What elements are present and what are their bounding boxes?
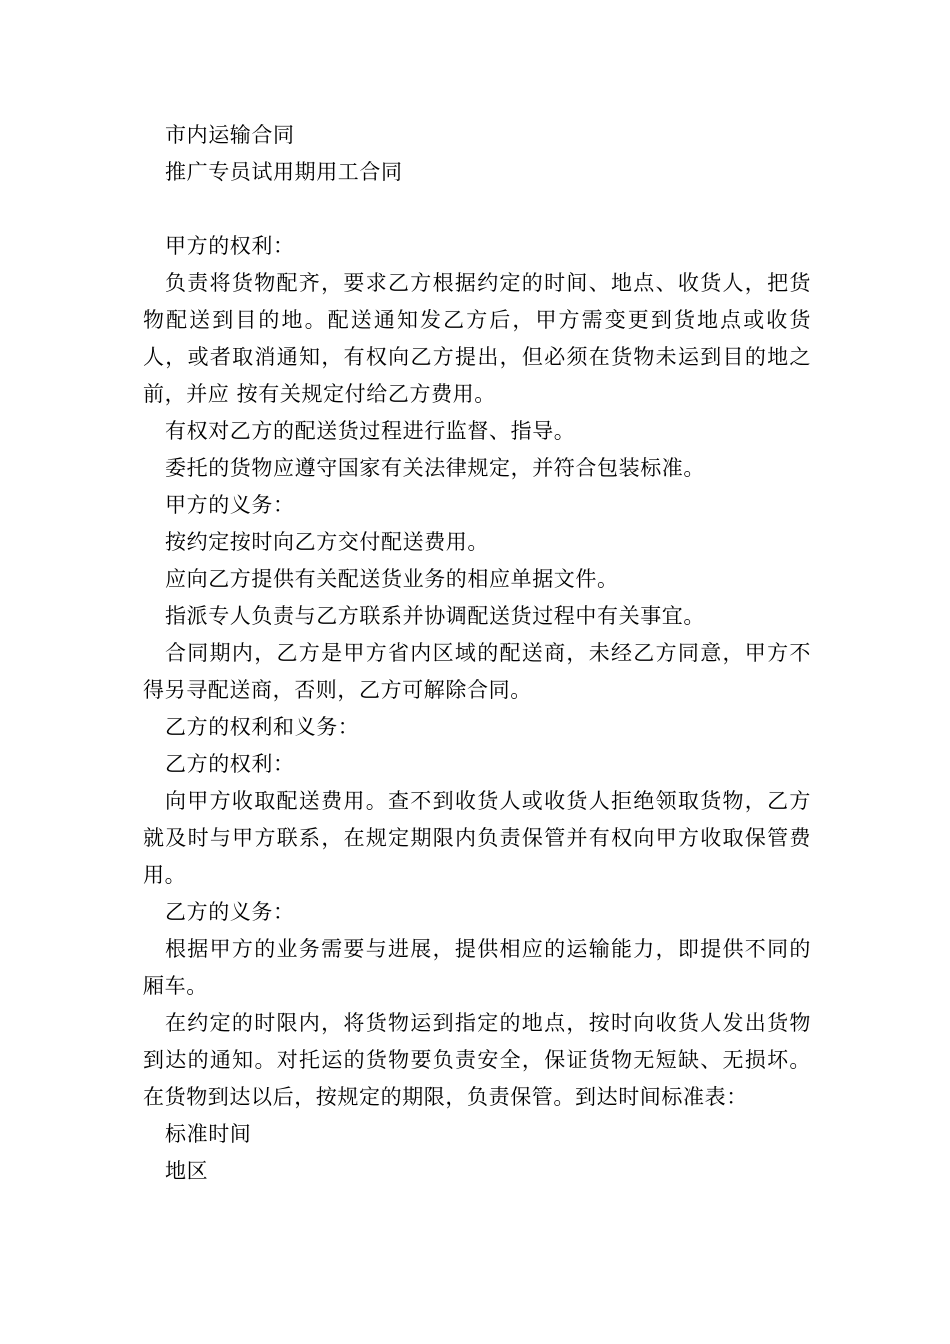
paragraph: 指派专人负责与乙方联系并协调配送货过程中有关事宜。 xyxy=(165,604,705,628)
table-label: 标准时间 xyxy=(165,1122,252,1146)
paragraph: 委托的货物应遵守国家有关法律规定，并符合包装标准。 xyxy=(165,456,705,480)
section-heading: 乙方的权利和义务： xyxy=(165,715,360,739)
section-heading: 甲方的义务： xyxy=(165,493,295,517)
section-heading: 甲方的权利： xyxy=(165,234,295,258)
paragraph: 负责将货物配齐，要求乙方根据约定的时间、地点、收货人，把货物配送到目的地。配送通知发乙方后，甲方需变更到货地点或收货人，或者取消通知，有权向乙方提出，但必须在货物未运到目的地之前，并应 按有关规定付给乙方费用。 xyxy=(143,271,811,406)
document-title: 市内运输合同 xyxy=(165,123,295,147)
section-heading: 乙方的义务： xyxy=(165,900,295,924)
paragraph: 向甲方收取配送费用。查不到收货人或收货人拒绝领取货物，乙方就及时与甲方联系，在规定期限内负责保管并有权向甲方收取保管费用。 xyxy=(143,789,811,887)
paragraph: 按约定按时向乙方交付配送费用。 xyxy=(165,530,489,554)
paragraph: 根据甲方的业务需要与进展，提供相应的运输能力，即提供不同的厢车。 xyxy=(143,937,811,998)
table-label: 地区 xyxy=(165,1159,209,1183)
paragraph: 合同期内，乙方是甲方省内区域的配送商，未经乙方同意，甲方不得另寻配送商，否则，乙方可解除合同。 xyxy=(143,641,811,702)
document-body xyxy=(143,117,811,1190)
paragraph: 在约定的时限内，将货物运到指定的地点，按时向收货人发出货物到达的通知。对托运的货物要负责安全，保证货物无短缺、无损坏。在货物到达以后，按规定的期限，负责保管。到达时间标准表： xyxy=(143,1011,811,1109)
blank-line xyxy=(143,191,811,228)
document-subtitle: 推广专员试用期用工合同 xyxy=(165,160,403,184)
paragraph: 应向乙方提供有关配送货业务的相应单据文件。 xyxy=(165,567,619,591)
section-heading: 乙方的权利： xyxy=(165,752,295,776)
paragraph: 有权对乙方的配送货过程进行监督、指导。 xyxy=(165,419,576,443)
